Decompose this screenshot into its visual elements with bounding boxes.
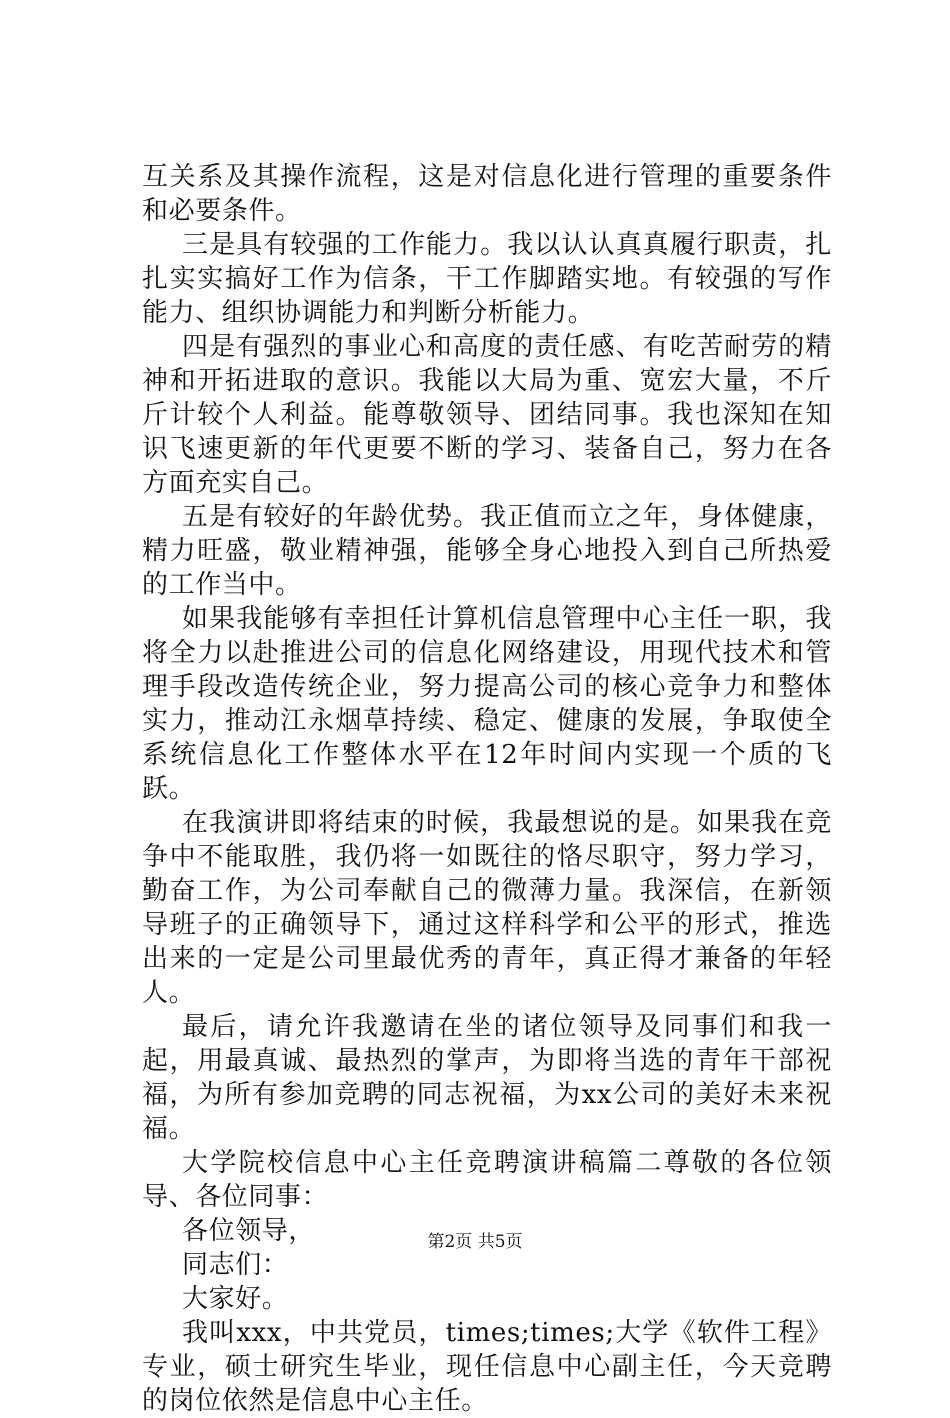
paragraph-5: 如果我能够有幸担任计算机信息管理中心主任一职，我将全力以赴推进公司的信息化网络建设，用现代技术和管理手段改造传统企业，努力提高公司的核心竞争力和整体实力，推动江永烟草持续、稳定、健康的发展，争取使全系统信息化工作整体水平在12年时间内实现一个质的飞跃。 [142,604,832,804]
paragraph-9: 各位领导， [182,1216,316,1246]
paragraph-12: 我叫xxx，中共党员，times;times;大学《软件工程》专业，硕士研究生毕业，现任信息中心副主任，今天竞聘的岗位依然是信息中心主任。 [142,1318,832,1416]
paragraph-11: 大家好。 [182,1284,289,1314]
page-number-footer: 第2页 共5页 [427,1232,523,1252]
paragraph-8: 大学院校信息中心主任竞聘演讲稿篇二尊敬的各位领导、各位同事： [142,1148,832,1212]
paragraph-4: 五是有较好的年龄优势。我正值而立之年，身体健康，精力旺盛，敬业精神强，能够全身心地投入到自己所热爱的工作当中。 [142,502,832,600]
paragraph-3: 四是有强烈的事业心和高度的责任感、有吃苦耐劳的精神和开拓进取的意识。我能以大局为重、宽宏大量，不斤斤计较个人利益。能尊敬领导、团结同事。我也深知在知识飞速更新的年代更要不断的学习、装备自己，努力在各方面充实自己。 [142,332,832,498]
paragraph-2: 三是具有较强的工作能力。我以认认真真履行职责，扎扎实实搞好工作为信条，干工作脚踏实地。有较强的写作能力、组织协调能力和判断分析能力。 [142,230,832,328]
paragraph-7: 最后，请允许我邀请在坐的诸位领导及同事们和我一起，用最真诚、最热烈的掌声，为即将当选的青年干部祝福，为所有参加竞聘的同志祝福，为xx公司的美好未来祝福。 [142,1012,832,1144]
paragraph-10: 同志们： [182,1250,289,1280]
paragraph-1: 互关系及其操作流程，这是对信息化进行管理的重要条件和必要条件。 [142,162,832,226]
paragraph-6: 在我演讲即将结束的时候，我最想说的是。如果我在竞争中不能取胜，我仍将一如既往的恪尽职守，努力学习，勤奋工作，为公司奉献自己的微薄力量。我深信，在新领导班子的正确领导下，通过这样科学和公平的形式，推选出来的一定是公司里最优秀的青年，真正得才兼备的年轻人。 [142,808,832,1008]
